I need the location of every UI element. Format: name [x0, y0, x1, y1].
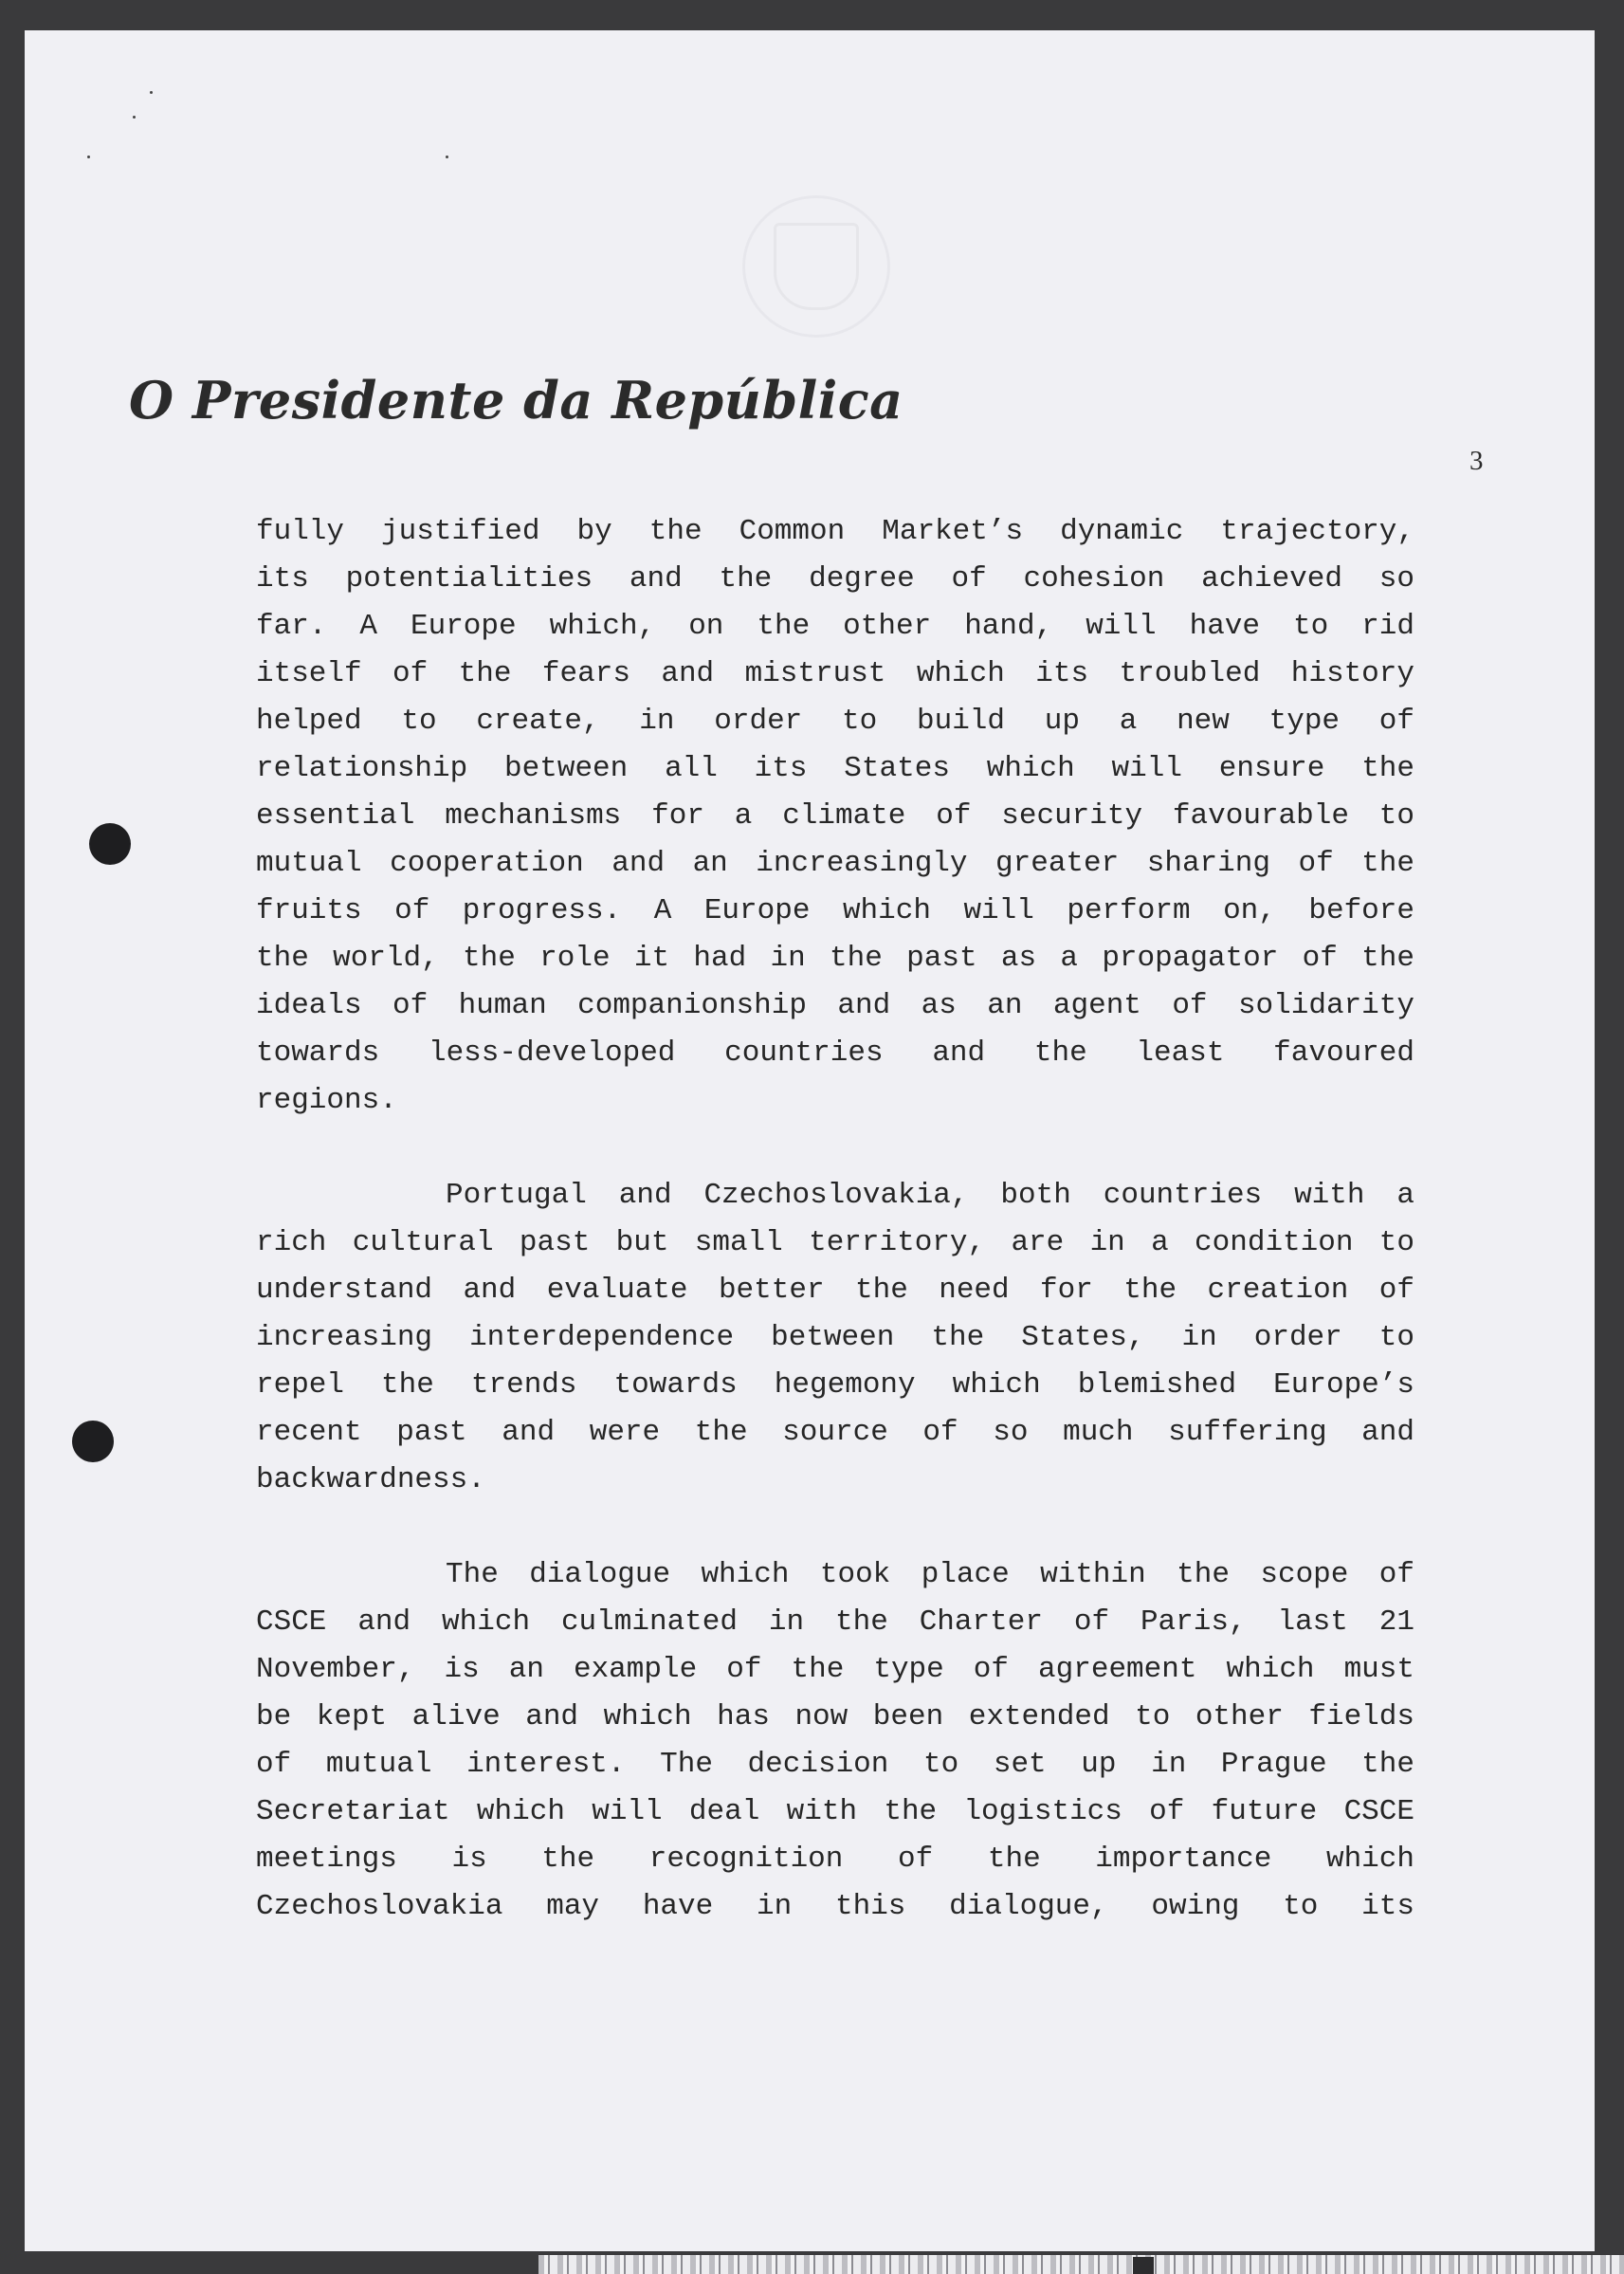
letterhead: O Presidente da República [129, 370, 903, 431]
text-line: relationship between all its States which will ensure the [256, 752, 1414, 785]
text-line: fruits of progress. A Europe which will perform on, before [256, 894, 1414, 927]
text-line: November, is an example of the type of agreement which must [256, 1653, 1414, 1686]
text-line: recent past and were the source of so much suffering and [256, 1416, 1414, 1449]
text-line: meetings is the recognition of the importance which [256, 1843, 1414, 1876]
text-line: understand and evaluate better the need for the creation of [256, 1274, 1414, 1307]
text-line: CSCE and which culminated in the Charter of Paris, last 21 [256, 1605, 1414, 1639]
scanner-strip-mark [1133, 2257, 1154, 2274]
speck [87, 156, 90, 158]
paragraph-2 [256, 1172, 1414, 1504]
paragraph-3 [256, 1551, 1414, 1931]
paragraph-1 [256, 508, 1414, 1125]
speck [133, 116, 136, 119]
text-line: ideals of human companionship and as an agent of solidarity [256, 989, 1414, 1022]
speck [446, 156, 448, 158]
text-line: increasing interdependence between the States, in order to [256, 1321, 1414, 1354]
page-number: 3 [1469, 446, 1484, 476]
text-line: of mutual interest. The decision to set up in Prague the [256, 1748, 1414, 1781]
text-line: helped to create, in order to build up a new type of [256, 705, 1414, 738]
text-line: essential mechanisms for a climate of security favourable to [256, 799, 1414, 833]
text-line: Secretariat which will deal with the logistics of future CSCE [256, 1795, 1414, 1828]
text-line: Portugal and Czechoslovakia, both countries with a [446, 1179, 1414, 1212]
scanner-strip [538, 2255, 1624, 2274]
text-line: itself of the fears and mistrust which its troubled history [256, 657, 1414, 690]
speck [150, 91, 153, 94]
text-line: The dialogue which took place within the scope of [446, 1558, 1414, 1591]
text-line: the world, the role it had in the past as a propagator of the [256, 942, 1414, 975]
punch-hole [89, 823, 131, 865]
text-line: fully justified by the Common Market’s dynamic trajectory, [256, 515, 1414, 548]
text-line: be kept alive and which has now been extended to other fields [256, 1700, 1414, 1733]
text-line: rich cultural past but small territory, are in a condition to [256, 1226, 1414, 1259]
document-body [256, 508, 1414, 1978]
punch-hole [72, 1421, 114, 1462]
text-line: its potentialities and the degree of cohesion achieved so [256, 562, 1414, 596]
text-line: backwardness. [256, 1463, 485, 1496]
text-line: towards less-developed countries and the least favoured [256, 1036, 1414, 1070]
text-line: Czechoslovakia may have in this dialogue, owing to its [256, 1890, 1414, 1923]
text-line: regions. [256, 1084, 397, 1117]
text-line: mutual cooperation and an increasingly greater sharing of the [256, 847, 1414, 880]
text-line: far. A Europe which, on the other hand, will have to rid [256, 610, 1414, 643]
embossed-seal-icon [742, 195, 890, 338]
text-line: repel the trends towards hegemony which blemished Europe’s [256, 1368, 1414, 1402]
